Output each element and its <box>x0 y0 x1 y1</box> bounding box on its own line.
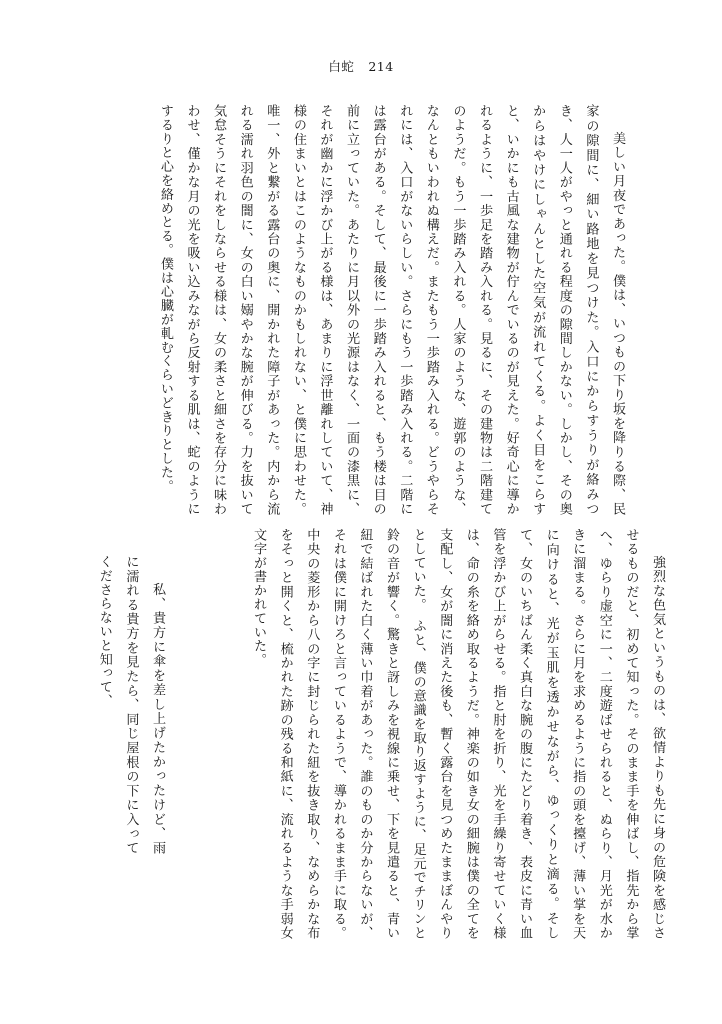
running-head-title: 白蛇 <box>328 59 355 74</box>
paragraph: 私、貴方に傘を差し上げたかったけど、雨に濡れる貴方を見たら、同じ屋根の下に入ってくださらないと知って、 <box>96 555 165 855</box>
text-block-2 <box>170 528 670 940</box>
paragraph: 美しい月夜であった。僕は、いつもの下り坂を降りる際、民家の隙間に、細い路地を見つけた。入口にからすうりが絡みつき、人一人がやっと通れる程度の隙間しかない。しかし、その奥からはやけにしゃんとした空気が流れてくる。よく目をこらすと、いかにも古風な建物が佇んでいるのが見えた。好奇心に導かれるように、一歩足を踏み入れる。見るに、その建物は二階建てのようだ。もう一歩踏み入れる。人家のような、遊郭のような、なんともいわれぬ構えだ。またもう一歩踏み入れる。どうやらそれには、入口がないらしい。さらにもう一歩踏み入れる。二階には露台がある。そして、最後に一歩踏み入れると、もう楼は目の前に立っていた。あたりに月以外の光源はなく、一面の漆黒に、それが幽かに浮かび上がる様は、あまりに浮世離れしていて、神様の住まいとはこのようなものかもしれない、と僕に思わせた。唯一、外と繋がる露台の奥に、開かれた障子があった。内から流れる濡れ羽色の闇に、女の白い嫋やかな腕が伸びる。力を抜いて気怠そうにそれをしならせる様は、女の柔さと細さを存分に味わわせ、僅かな月の光を吸い込みながら反射する肌は、蛇のようにするりと心を絡めとる。僕は心臓が軋むくらいどきりとした。 <box>157 104 625 516</box>
running-head <box>0 57 722 75</box>
paragraph: 強烈な色気というものは、欲情よりも先に身の危険を感じさせるものだと、初めて知った。そのまま手を伸ばし、指先から掌へ、ゆらり虚空に一、二度遊ばせられると、ぬらり、月光が水かきに溜まる。さらに月を求めるように指の頭を擡げ、薄い掌を天に向けると、光が玉肌を透かせながら、ゆっくりと滴る。そして、女のいちばん柔く真白な腕の腹にたどり着き、表皮に青い血管を浮かび上がらせる。指と肘を折り、光を手繰り寄せていく様は、命の糸を絡め取るようだ。神楽の如き女の細腕は僕の全てを支配し、女が闇に消えた後も、暫く露台を見つめたままぼんやりとしていた。 ふと、僕の意識を取り返すように、足元でチリンと鈴の音が響く。驚きと訝しみを視線に乗せ、下を見遣ると、青い紐で結ばれた白く薄い巾着があった。誰のものか分からないが、それは僕に開けろと言っているようで、導かれるまま手に取る。中央の菱形から八の字に封じられた紐を抜き取り、なめらかな布をそっと開くと、梳かれた跡の残る和紙に、流れるような手弱女文字が書かれていた。 <box>251 528 665 940</box>
text-block-3 <box>50 555 170 855</box>
page-number: 214 <box>368 59 394 74</box>
text-block-1 <box>130 104 630 516</box>
